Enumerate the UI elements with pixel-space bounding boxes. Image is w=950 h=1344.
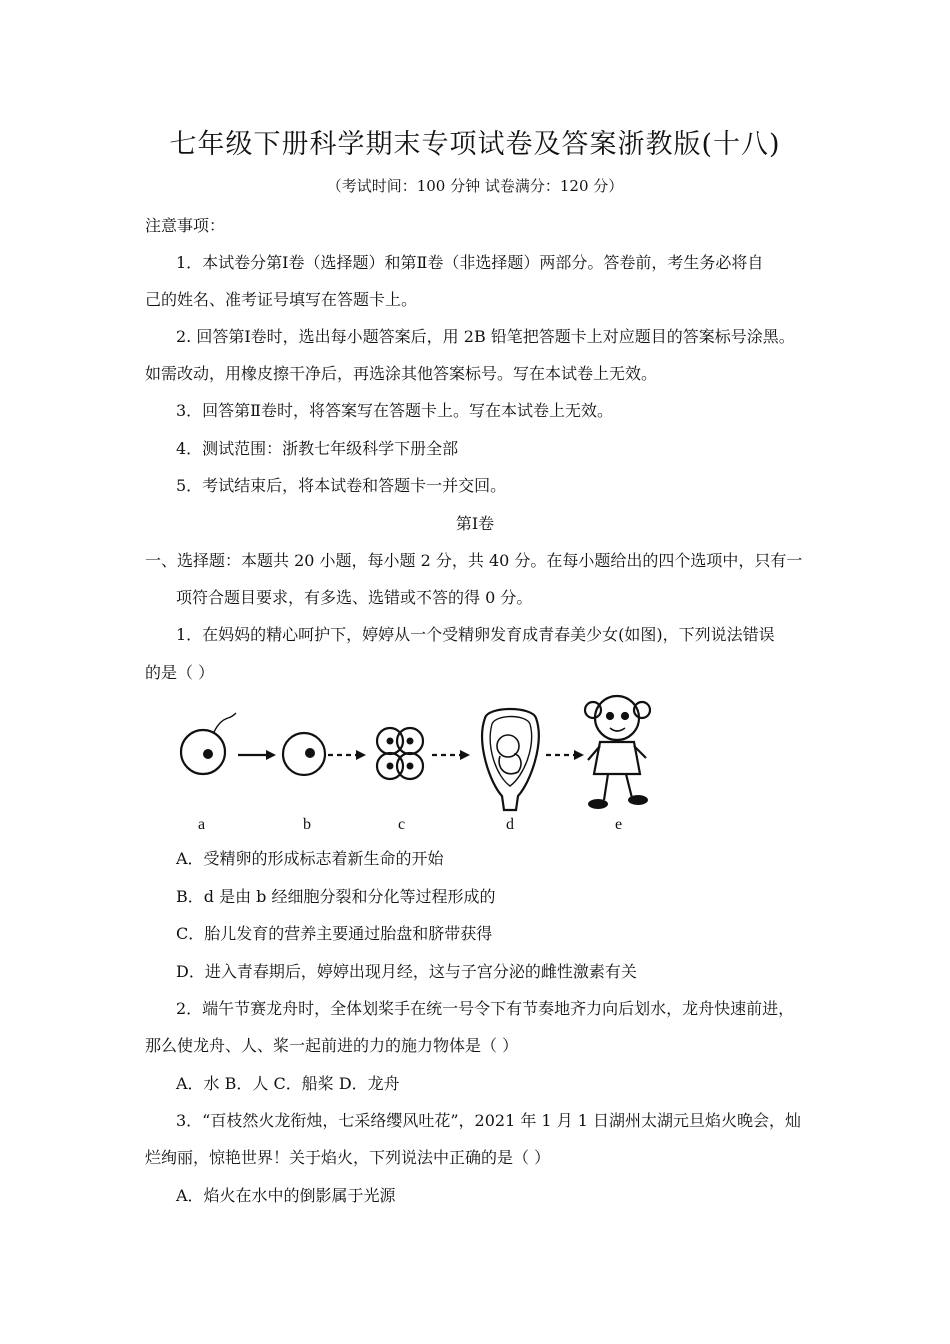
part1-instructions-cont: 项符合题目要求，有多选、选错或不答的得 0 分。	[176, 588, 533, 607]
girl-head	[595, 696, 639, 740]
girl-body	[594, 742, 640, 774]
notice-1-cont: 己的姓名、准考证号填写在答题卡上。	[145, 290, 418, 309]
question-2: 2．端午节赛龙舟时，全体划桨手在统一号令下有节奏地齐力向后划水，龙舟快速前进，	[176, 999, 795, 1018]
figure-label-d: d	[506, 816, 514, 833]
figure-label-a: a	[198, 816, 206, 833]
fertilized-egg	[283, 733, 325, 775]
part1-instructions: 一、选择题：本题共 20 小题，每小题 2 分，共 40 分。在每小题给出的四个选项中，只有一	[145, 551, 803, 570]
q1-option-b: B．d 是由 b 经细胞分裂和分化等过程形成的	[176, 887, 496, 906]
notice-4: 4．测试范围：浙教七年级科学下册全部	[176, 439, 459, 458]
question-3-cont: 烂绚丽，惊艳世界！关于焰火，下列说法中正确的是（ ）	[145, 1148, 551, 1167]
exam-info: （考试时间：100 分钟 试卷满分：120 分）	[326, 177, 624, 195]
q3-option-a: A．焰火在水中的倒影属于光源	[176, 1186, 396, 1205]
notice-5: 5．考试结束后，将本试卷和答题卡一并交回。	[176, 476, 507, 495]
girl-shoe-right	[628, 795, 648, 805]
nucleus-a	[203, 749, 213, 759]
q1-option-d: D．进入青春期后，婷婷出现月经，这与子宫分泌的雌性激素有关	[176, 962, 637, 981]
page-title: 七年级下册科学期末专项试卷及答案浙教版(十八)	[169, 129, 781, 160]
figure-label-e: e	[615, 816, 623, 833]
question-1-cont: 的是（ ）	[145, 663, 215, 682]
figure-label-b: b	[303, 816, 311, 833]
notice-2-cont: 如需改动，用橡皮擦干净后，再选涂其他答案标号。写在本试卷上无效。	[145, 364, 658, 383]
notice-1: 1．本试卷分第Ⅰ卷（选择题）和第Ⅱ卷（非选择题）两部分。答卷前，考生务必将自	[176, 253, 764, 272]
section-title: 第Ⅰ卷	[455, 514, 495, 533]
development-figure	[170, 688, 690, 838]
figure-label-c: c	[398, 816, 406, 833]
q2-options: A．水 B．人 C．船桨 D．龙舟	[176, 1074, 400, 1093]
nucleus-b	[305, 748, 315, 758]
notice-heading: 注意事项：	[145, 216, 226, 235]
notice-3: 3．回答第Ⅱ卷时，将答案写在答题卡上。写在本试卷上无效。	[176, 401, 614, 420]
q1-option-a: A．受精卵的形成标志着新生命的开始	[176, 849, 444, 868]
question-3: 3．“百枝然火龙衔烛，七采络缨风吐花”，2021 年 1 月 1 日湖州太湖元旦焰火晚会，灿	[176, 1111, 802, 1130]
question-2-cont: 那么使龙舟、人、桨一起前进的力的施力物体是（ ）	[145, 1036, 519, 1055]
notice-2: 2. 回答第Ⅰ卷时，选出每小题答案后，用 2B 铅笔把答题卡上对应题目的答案标号涂黑。	[176, 327, 795, 346]
question-1: 1．在妈妈的精心呵护下，婷婷从一个受精卵发育成青春美少女(如图)，下列说法错误	[176, 625, 775, 644]
girl-shoe-left	[588, 799, 608, 809]
zygote-cell	[181, 730, 225, 774]
q1-option-c: C．胎儿发育的营养主要通过胎盘和脐带获得	[176, 924, 493, 943]
sperm-tail	[214, 713, 236, 732]
